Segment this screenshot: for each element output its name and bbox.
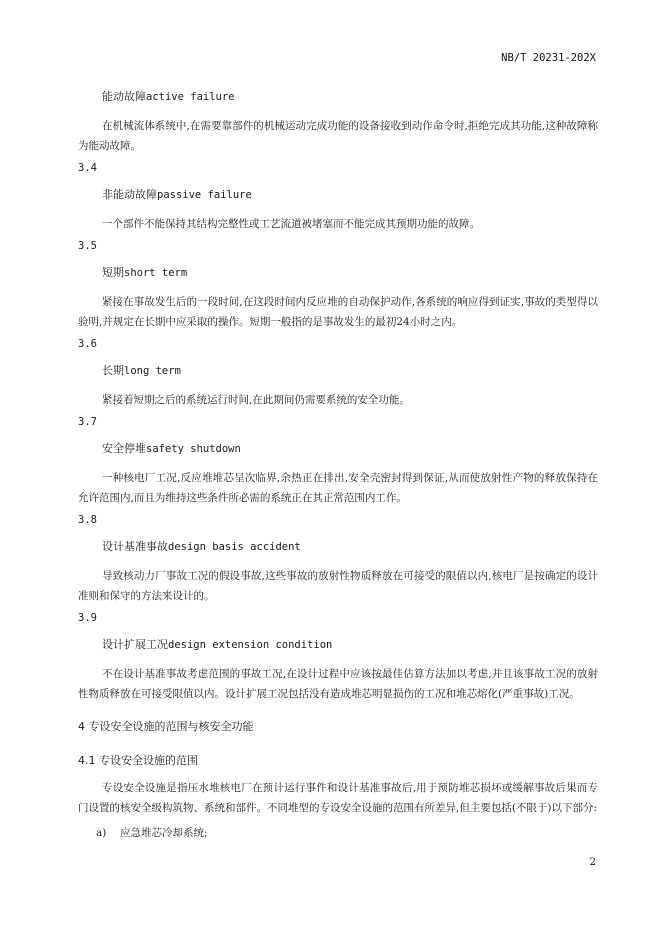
term-title <box>102 440 598 456</box>
term-en: long term <box>124 365 181 377</box>
clause-number: 3.8 <box>78 514 97 526</box>
term-zh: 能动故障 <box>102 90 146 103</box>
list-text: 应急堆芯冷却系统; <box>120 827 208 839</box>
term-definition: 一个部件不能保持其结构完整性或工艺流道被堵塞而不能完成其预期功能的故障。 <box>102 218 480 230</box>
term-definition: 导致核动力厂事故工况的假设事故,这些事故的放射性物质释放在可接受的限值以内,核电厂是按确定的设计准则和保守的方法来设计的。 <box>78 570 598 602</box>
term-definition: 一种核电厂工况,反应堆堆芯呈次临界,余热正在排出,安全壳密封得到保证,从而使放射性产物的释放保持在允许范围内,而且为维持这些条件所必需的系统正在其正常范围内工作。 <box>78 472 598 504</box>
clause-number: 3.9 <box>78 612 97 624</box>
term-title <box>102 538 598 554</box>
term-en: short term <box>124 267 188 279</box>
list-marker: a) <box>96 827 107 839</box>
term-title <box>102 362 598 378</box>
term-definition: 在机械流体系统中,在需要靠部件的机械运动完成功能的设备接收到动作命令时,拒绝完成其功能,这种故障称为能动故障。 <box>78 120 598 152</box>
term-zh: 短期 <box>102 266 124 279</box>
document-body <box>78 88 598 842</box>
term-definition: 紧接在事故发生后的一段时间,在这段时间内反应堆的自动保护动作,各系统的响应得到证实,事故的类型得以验明,并规定在长期中应采取的操作。短期一般指的是事故发生的最初24小时之内。 <box>78 296 598 328</box>
term-en: design extension condition <box>168 639 333 651</box>
clause-number: 3.5 <box>78 240 97 252</box>
clause-number: 3.4 <box>78 162 97 174</box>
term-zh: 非能动故障 <box>102 188 157 201</box>
term-en: safety shutdown <box>146 443 241 455</box>
term-zh: 设计基准事故 <box>102 540 168 553</box>
term-definition: 不在设计基准事故考虑范围的事故工况,在设计过程中应该按最佳估算方法加以考虑,并且该事故工况的放射性物质释放在可接受限值以内。设计扩展工况包括没有造成堆芯明显损伤的工况和堆芯熔化(严重事故)工况。 <box>78 668 598 700</box>
term-title <box>102 264 598 280</box>
term-zh: 长期 <box>102 364 124 377</box>
term-zh: 设计扩展工况 <box>102 638 168 651</box>
term-title <box>102 88 598 104</box>
section-heading: 4 专设安全设施的范围与核安全功能 <box>78 720 254 733</box>
section-paragraph: 专设安全设施是指压水堆核电厂在预计运行事件和设计基准事故后,用于预防堆芯损坏或缓解事故后果而专门设置的核安全级构筑物、系统和部件。不同堆型的专设安全设施的范围有所差异,但主要包括(不限于)以下部分: <box>78 782 598 814</box>
term-en: active failure <box>146 91 235 103</box>
term-title <box>102 636 598 652</box>
term-definition: 紧接着短期之后的系统运行时间,在此期间仍需要系统的安全功能。 <box>102 394 410 406</box>
term-zh: 安全停堆 <box>102 442 146 455</box>
list-item <box>96 824 598 842</box>
subsection-heading: 4.1 专设安全设施的范围 <box>78 754 198 767</box>
term-en: passive failure <box>157 189 252 201</box>
clause-number: 3.7 <box>78 416 97 428</box>
term-title <box>102 186 598 202</box>
page-number: 2 <box>589 856 596 868</box>
standard-number: NB/T 20231-202X <box>501 52 596 64</box>
term-en: design basis accident <box>168 541 301 553</box>
clause-number: 3.6 <box>78 338 97 350</box>
